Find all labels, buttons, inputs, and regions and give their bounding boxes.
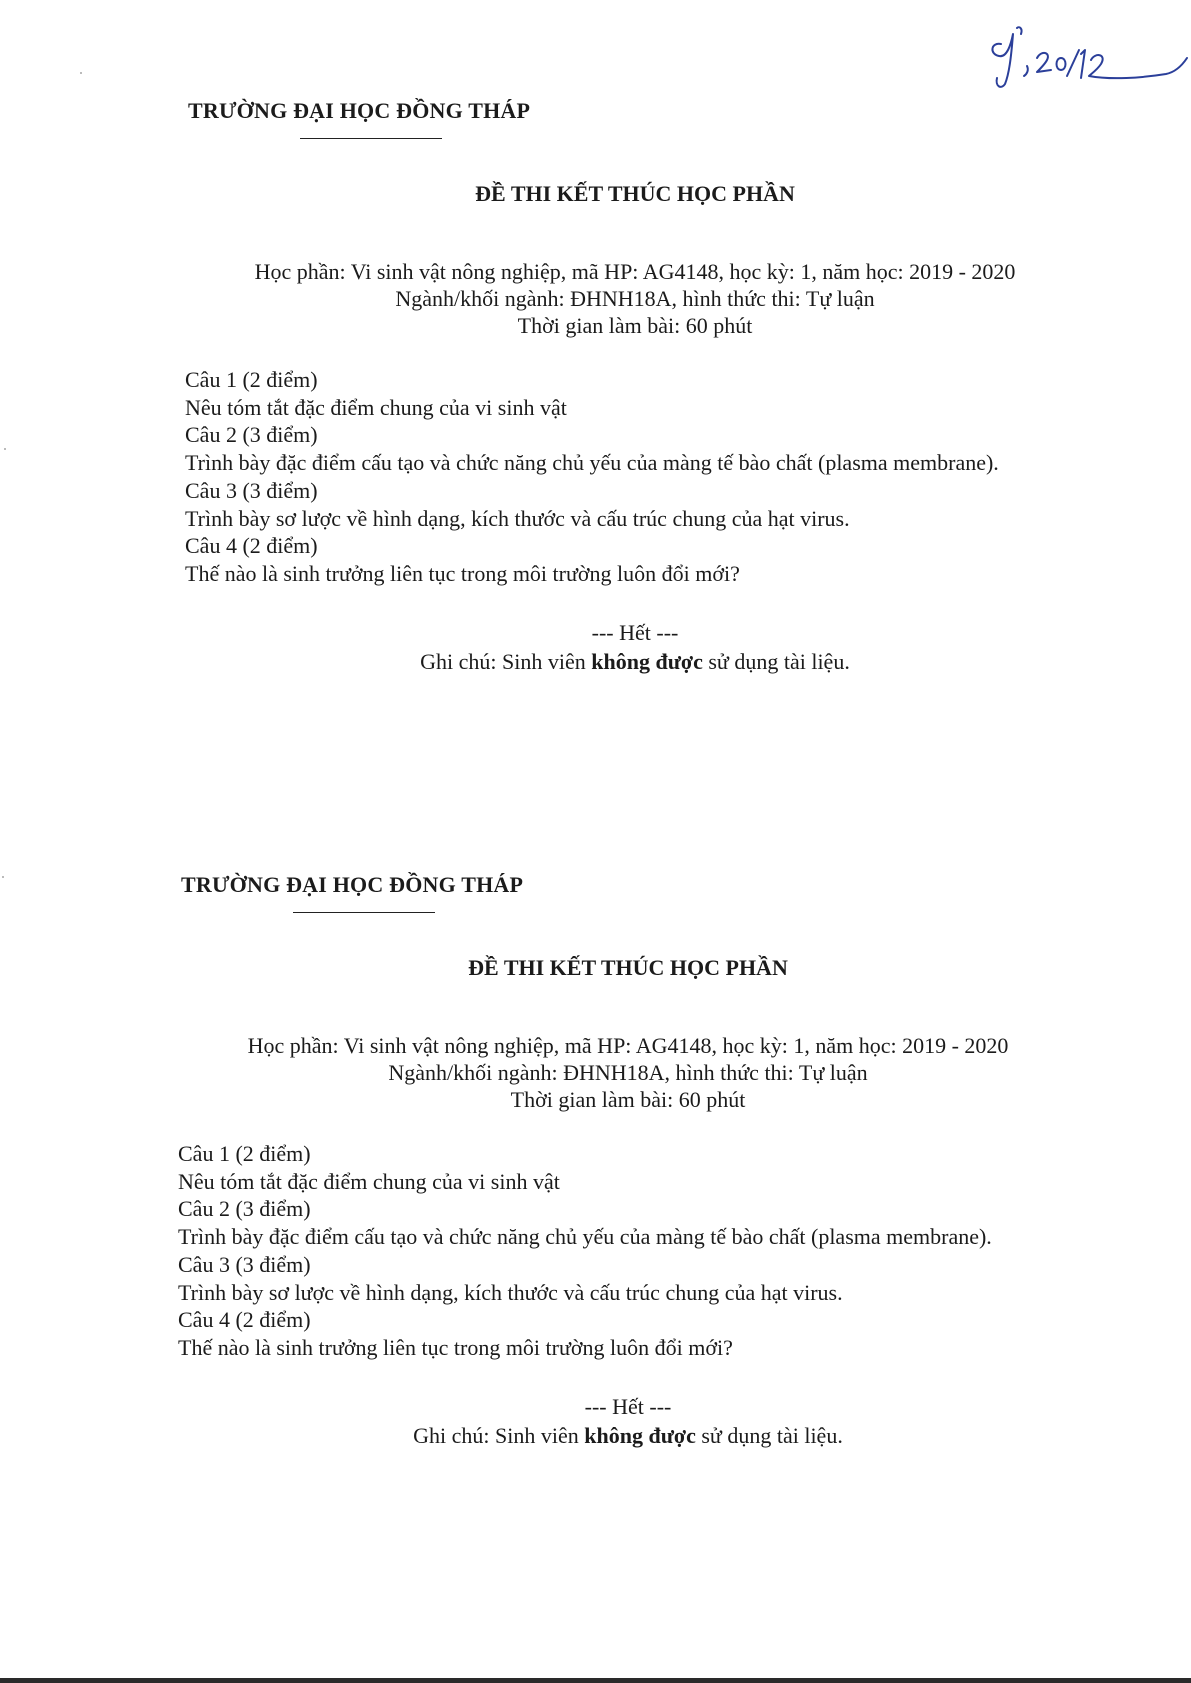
exam-title: ĐỀ THI KẾT THÚC HỌC PHẦN	[468, 955, 788, 980]
question-1-heading: Câu 1 (2 điểm)	[178, 1141, 311, 1166]
note-bold: không được	[591, 649, 703, 674]
question-3-heading: Câu 3 (3 điểm)	[178, 1251, 311, 1277]
course-line: Học phần: Vi sinh vật nông nghiệp, mã HP: AG4148, học kỳ: 1, năm học: 2019 - 2020	[247, 1033, 1009, 1058]
question-list	[185, 366, 999, 588]
note-suffix: sử dụng tài liệu.	[702, 649, 850, 674]
school-name-underline	[293, 912, 435, 913]
question-2-text: Trình bày đặc điểm cấu tạo và chức năng chủ yếu của màng tế bào chất (plasma membrane).	[178, 1224, 992, 1250]
question-1-text: Nêu tóm tắt đặc điểm chung của vi sinh vật	[178, 1168, 560, 1194]
question-3-text: Trình bày sơ lược về hình dạng, kích thước và cấu trúc chung của hạt virus.	[178, 1279, 843, 1305]
course-info	[178, 1032, 1078, 1113]
end-mark: --- Hết ---	[584, 1394, 672, 1419]
course-line: Học phần: Vi sinh vật nông nghiệp, mã HP: AG4148, học kỳ: 1, năm học: 2019 - 2020	[254, 259, 1016, 284]
handwritten-annotation	[961, 14, 1191, 94]
school-name-underline	[300, 138, 442, 139]
scan-speck	[80, 72, 82, 74]
scan-speck	[4, 448, 6, 450]
school-name: TRƯỜNG ĐẠI HỌC ĐỒNG THÁP	[181, 872, 524, 897]
end-mark: --- Hết ---	[591, 620, 679, 645]
question-2-heading: Câu 2 (3 điểm)	[178, 1196, 311, 1222]
handwritten-signature-icon	[961, 14, 1191, 94]
scan-bottom-edge	[0, 1678, 1191, 1683]
question-1-text: Nêu tóm tắt đặc điểm chung của vi sinh vật	[185, 394, 567, 420]
school-name: TRƯỜNG ĐẠI HỌC ĐỒNG THÁP	[188, 98, 531, 123]
question-list	[178, 1140, 992, 1362]
question-3-heading: Câu 3 (3 điểm)	[185, 477, 318, 503]
question-3-text: Trình bày sơ lược về hình dạng, kích thước và cấu trúc chung của hạt virus.	[185, 505, 850, 531]
note-bold: không được	[584, 1423, 696, 1448]
question-4-text: Thế nào là sinh trưởng liên tục trong môi trường luôn đổi mới?	[178, 1334, 733, 1360]
question-4-heading: Câu 4 (2 điểm)	[185, 533, 318, 559]
scan-speck	[2, 876, 4, 878]
question-4-text: Thế nào là sinh trưởng liên tục trong môi trường luôn đổi mới?	[185, 560, 740, 586]
time-line: Thời gian làm bài: 60 phút	[517, 313, 753, 338]
time-line: Thời gian làm bài: 60 phút	[510, 1087, 746, 1112]
question-1-heading: Câu 1 (2 điểm)	[185, 367, 318, 392]
course-info	[185, 258, 1085, 339]
note-prefix: Ghi chú: Sinh viên	[420, 649, 592, 674]
note-prefix: Ghi chú: Sinh viên	[413, 1423, 585, 1448]
major-line: Ngành/khối ngành: ĐHNH18A, hình thức thi: Tự luận	[395, 286, 875, 311]
major-line: Ngành/khối ngành: ĐHNH18A, hình thức thi: Tự luận	[388, 1060, 868, 1085]
exam-title: ĐỀ THI KẾT THÚC HỌC PHẦN	[475, 181, 795, 206]
note-suffix: sử dụng tài liệu.	[695, 1423, 843, 1448]
exam-note	[178, 1423, 1078, 1449]
question-2-text: Trình bày đặc điểm cấu tạo và chức năng chủ yếu của màng tế bào chất (plasma membrane).	[185, 450, 999, 476]
question-4-heading: Câu 4 (2 điểm)	[178, 1307, 311, 1333]
question-2-heading: Câu 2 (3 điểm)	[185, 422, 318, 448]
exam-note	[185, 649, 1085, 675]
